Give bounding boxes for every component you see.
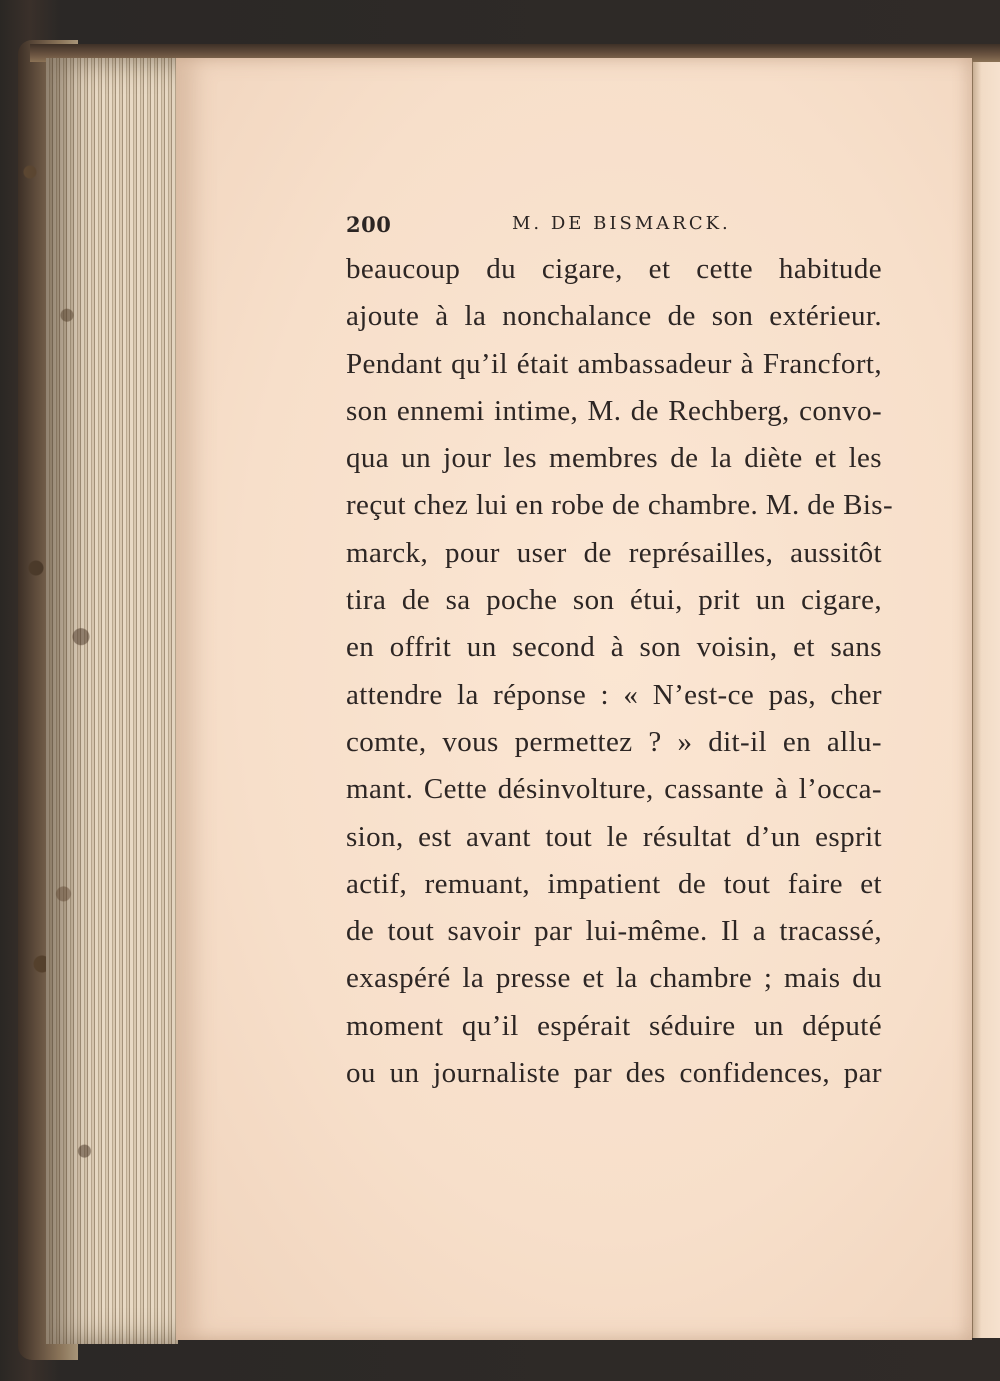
page-header bbox=[346, 212, 886, 242]
text-line: comte, vous permettez ? » dit-il en allu- bbox=[346, 725, 882, 758]
running-title: M. DE BISMARCK. bbox=[512, 213, 731, 234]
page-edges bbox=[46, 58, 178, 1344]
text-line: tira de sa poche son étui, prit un cigare, bbox=[346, 584, 882, 617]
text-line: mant. Cette désinvolture, cassante à l’occa- bbox=[346, 773, 882, 806]
body-text bbox=[346, 246, 894, 1097]
text-line: ou un journaliste par des confidences, par bbox=[346, 1057, 882, 1090]
text-line: moment qu’il espérait séduire un député bbox=[346, 1009, 882, 1042]
text-line: qua un jour les membres de la diète et les bbox=[346, 442, 882, 475]
text-line: attendre la réponse : « N’est-ce pas, cher bbox=[346, 678, 882, 711]
text-line: en offrit un second à son voisin, et sans bbox=[346, 631, 882, 664]
text-line: exaspéré la presse et la chambre ; mais du bbox=[346, 962, 882, 995]
text-line: marck, pour user de représailles, aussitôt bbox=[346, 536, 882, 569]
facing-page-edge bbox=[972, 62, 1000, 1338]
text-line: reçut chez lui en robe de chambre. M. de Bis- bbox=[346, 489, 894, 522]
text-line: actif, remuant, impatient de tout faire et bbox=[346, 867, 882, 900]
text-line: son ennemi intime, M. de Rechberg, convo- bbox=[346, 394, 882, 427]
text-line: ajoute à la nonchalance de son extérieur. bbox=[346, 300, 882, 333]
text-line: sion, est avant tout le résultat d’un esprit bbox=[346, 820, 882, 853]
text-line: Pendant qu’il était ambassadeur à Francfort, bbox=[346, 347, 882, 380]
text-line: beaucoup du cigare, et cette habitude bbox=[346, 253, 882, 285]
page-number: 200 bbox=[346, 212, 392, 237]
text-line: de tout savoir par lui-même. Il a tracassé, bbox=[346, 915, 882, 948]
